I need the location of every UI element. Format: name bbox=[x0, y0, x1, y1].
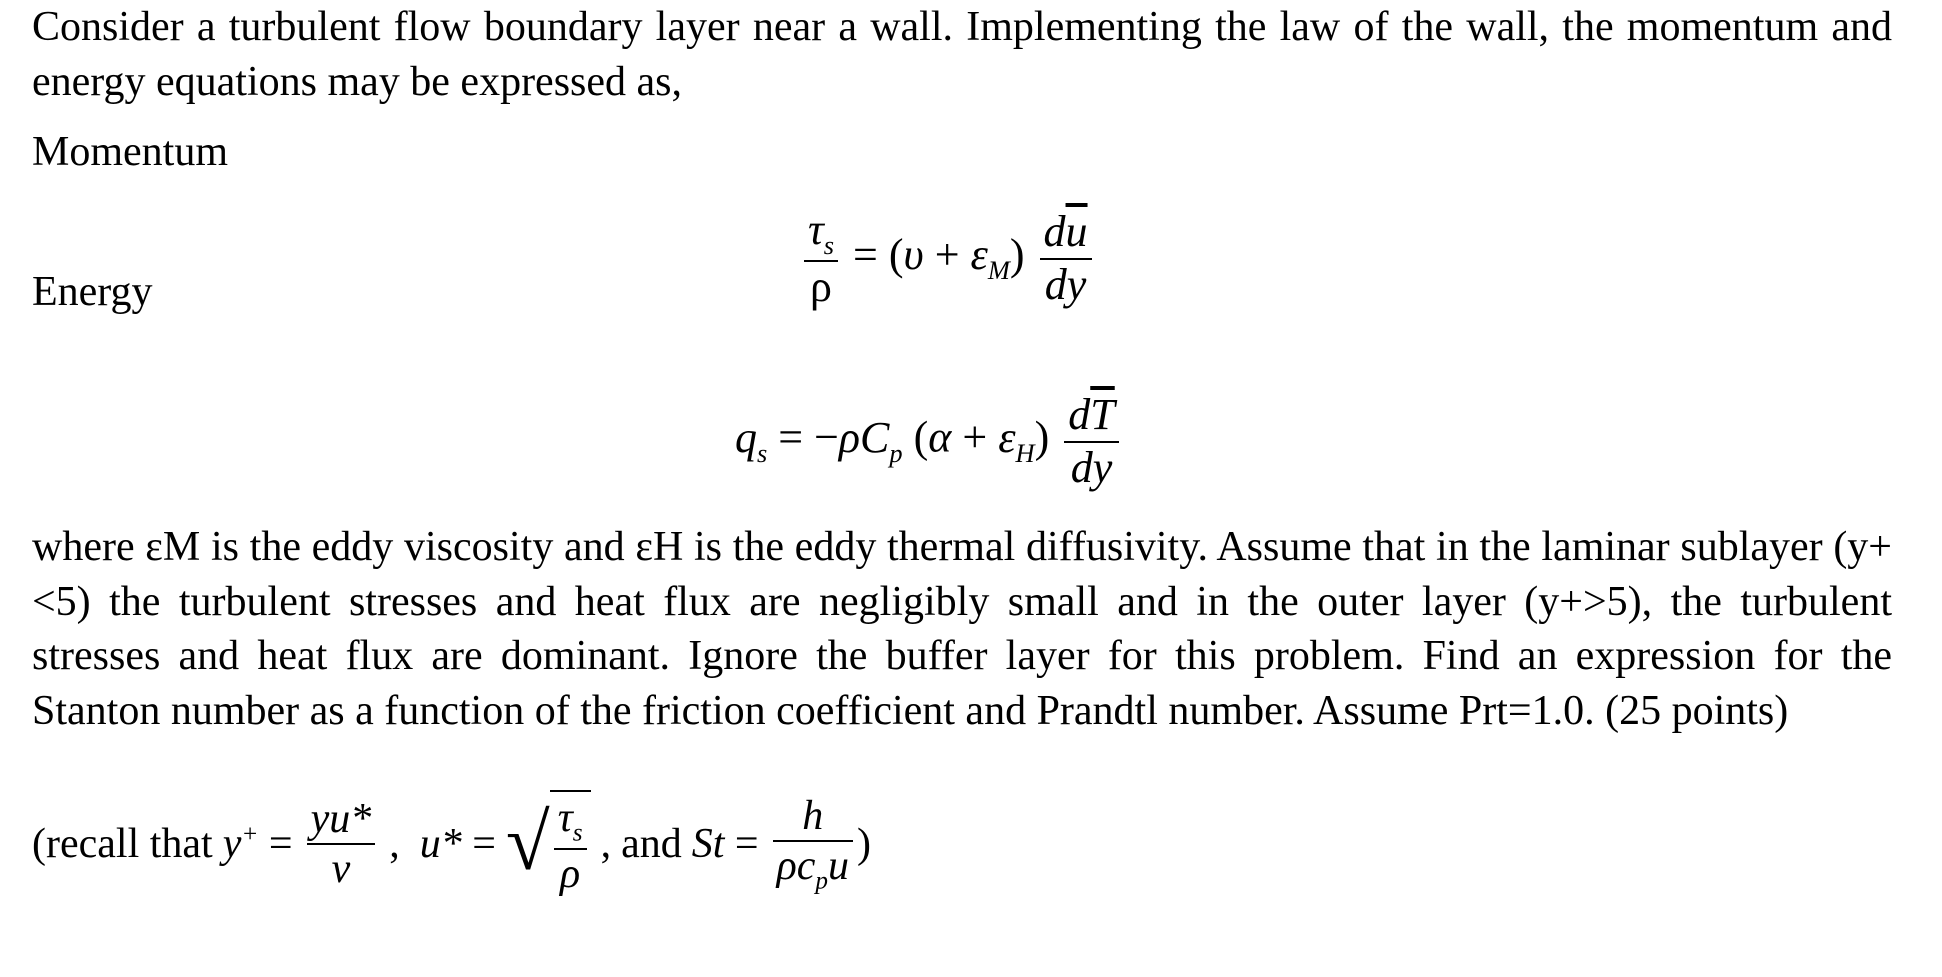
u-star-def: u* = bbox=[419, 821, 496, 868]
tau-s: $\tau_s$ bbox=[808, 205, 835, 260]
recall-prefix: (recall that bbox=[32, 821, 213, 868]
dy-energy: dy bbox=[1070, 442, 1113, 492]
rho: ρ bbox=[810, 262, 832, 312]
du: $d\overline{u}$ bbox=[1043, 207, 1088, 257]
dT: $d\overline{T}$ bbox=[1068, 390, 1115, 439]
q-s: $q_s$ bbox=[735, 412, 768, 468]
and-text: and bbox=[621, 821, 682, 868]
recall-suffix: ) bbox=[856, 821, 871, 868]
equals-sign: = bbox=[853, 229, 878, 279]
energy-heading: Energy bbox=[32, 269, 153, 315]
stanton-fraction: $\frac{h}{\rho c_pu}$ bbox=[773, 792, 853, 897]
energy-equation bbox=[735, 390, 1123, 493]
y-plus-fraction: $\frac{yu*}{\nu}$ bbox=[307, 795, 376, 894]
problem-paragraph bbox=[32, 520, 1892, 738]
intro-paragraph: Consider a turbulent flow boundary layer near a wall. Implementing the law of the wall, the momentum and energy equations may be expressed as, bbox=[32, 4, 1892, 105]
dT-dy bbox=[1064, 390, 1118, 493]
stanton-def: St = bbox=[691, 821, 759, 868]
momentum-equation bbox=[800, 205, 1096, 313]
y-plus-def: y+ = bbox=[222, 821, 293, 868]
viscosity-sum: $(\upsilon + \varepsilon_M)$ bbox=[888, 229, 1025, 285]
problem-text: where εM is the eddy viscosity and εH is the eddy thermal diffusivity. Assume that in the laminar sublayer (y+<5) the turbulent stresses and heat flux are negligibly small and in the outer layer (y+>5), the turbulent stresses and heat flux are dominant. Ignore the buffer layer for this problem. Find an expression for the Stanton number as a function of the friction coefficient and Prandtl number. Assume Prt=1.0. (25 points) bbox=[32, 524, 1892, 734]
sqrt-tau-rho: √ $\frac{\tau_s}{\rho}$ bbox=[506, 790, 591, 899]
dy: dy bbox=[1044, 259, 1087, 309]
tau-over-rho bbox=[804, 205, 838, 313]
du-dy bbox=[1040, 207, 1092, 310]
diffusivity-sum: $(\alpha + \varepsilon_H)$ bbox=[913, 412, 1050, 468]
energy-rhs-coefficient: = $-\rho C_p$ bbox=[778, 412, 903, 468]
recall-line: (recall that y+ = $\frac{yu*}{\nu}$ , u* = √ $\frac{\tau_s}{\rho}$ , and St = $\frac{h}{\rho c_pu}$ ) bbox=[32, 790, 871, 899]
momentum-heading: Momentum bbox=[32, 129, 228, 175]
